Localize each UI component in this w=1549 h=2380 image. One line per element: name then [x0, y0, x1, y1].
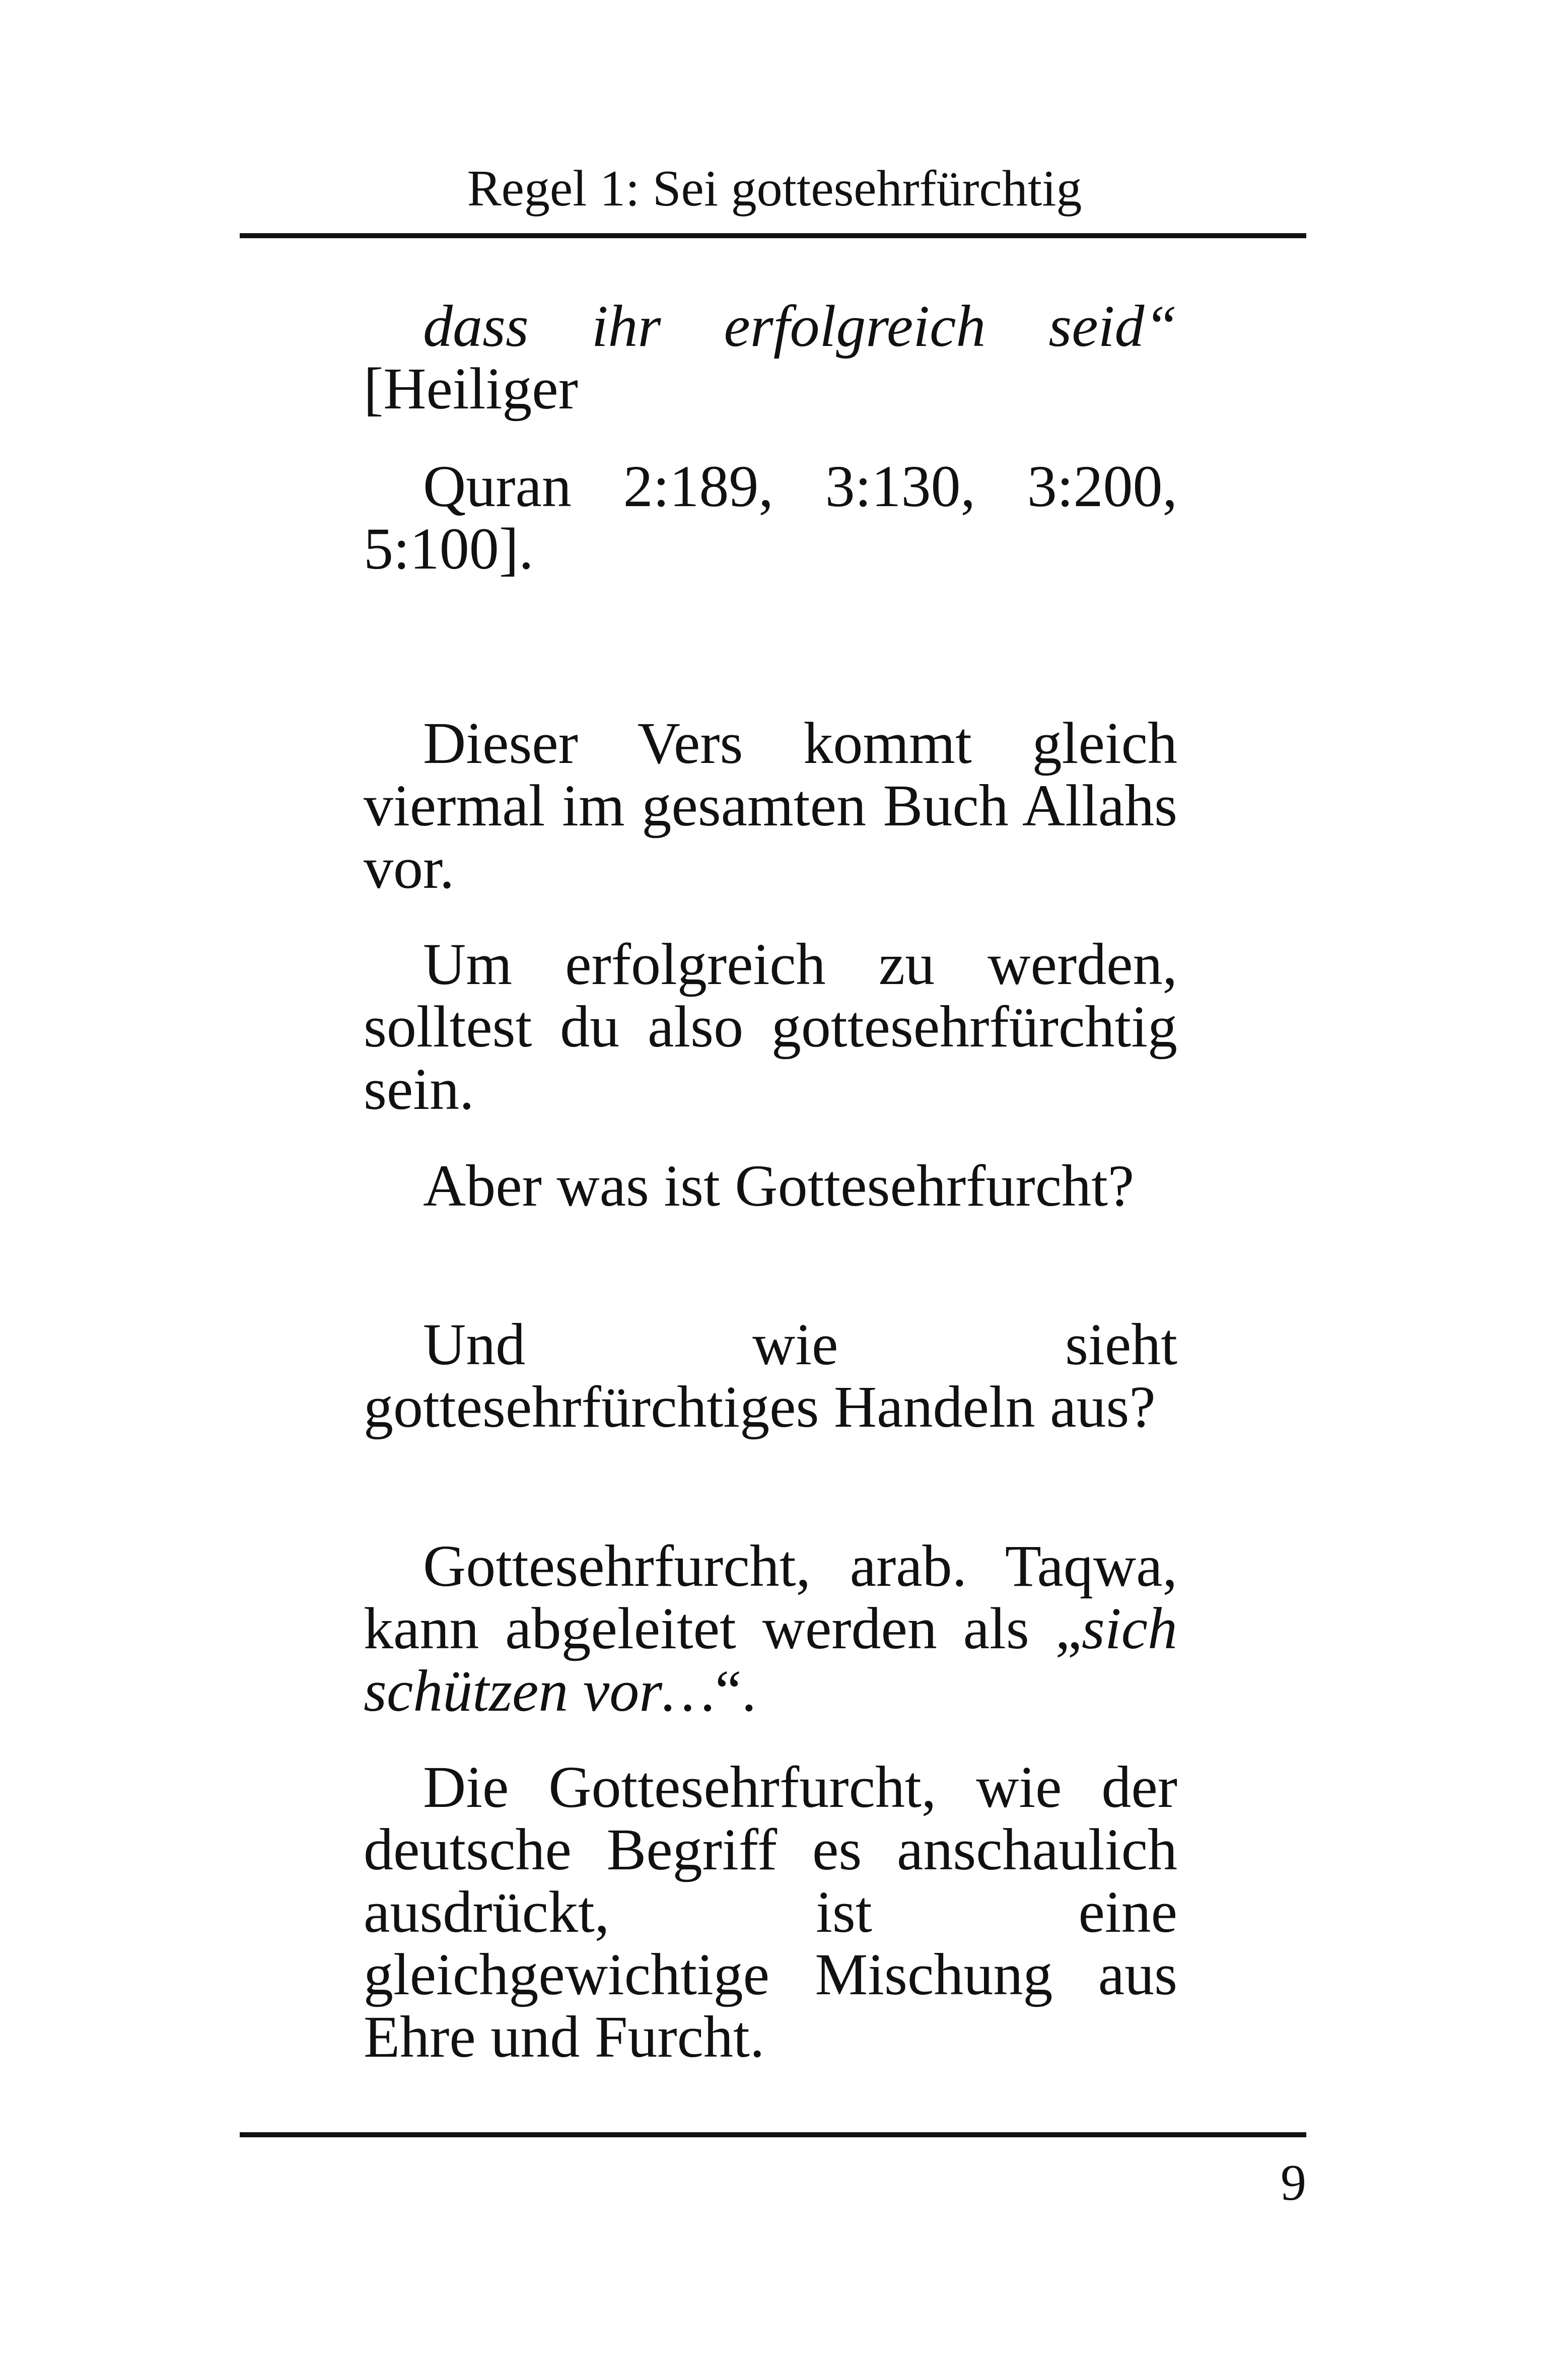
paragraph-question-2: Und wie sieht gottesehrfürchtiges Handeln aus?: [364, 1311, 1177, 1440]
footer-rule: [240, 2132, 1306, 2137]
taqwa-text-start: Gottesehrfurcht, arab. Taqwa, kann abgeleitet werden als „: [364, 1533, 1177, 1661]
paragraph-question-1: Aber was ist Gottesehrfurcht?: [423, 1153, 1135, 1219]
quote-source-text: [Heiliger: [364, 356, 578, 422]
paragraph-definition: Die Gottesehrfurcht, wie der deutsche Begriff es anschaulich ausdrückt, ist eine gleichgewichtige Mischung aus Ehre und Furcht.: [364, 1754, 1177, 2070]
paragraph-success: Um erfolgreich zu werden, solltest du also gottesehrfürchtig sein.: [364, 931, 1177, 1122]
paragraph-quran-reference: Quran 2:189, 3:130, 3:200, 5:100].: [364, 453, 1177, 582]
page-number: 9: [1281, 2154, 1306, 2211]
paragraph-quote-end: [364, 295, 1177, 420]
quote-italic-text: dass ihr erfolgreich seid“: [423, 293, 1177, 359]
paragraph-verse-frequency: Dieser Vers kommt gleich viermal im gesamten Buch Allahs vor.: [364, 710, 1177, 901]
paragraph-taqwa: [364, 1535, 1177, 1722]
taqwa-italic-text: sich schützen vor…: [364, 1595, 1177, 1724]
running-header: Regel 1: Sei gottesehrfürchtig: [467, 160, 1082, 217]
header-rule: [240, 233, 1306, 238]
taqwa-text-end: “.: [715, 1658, 756, 1724]
